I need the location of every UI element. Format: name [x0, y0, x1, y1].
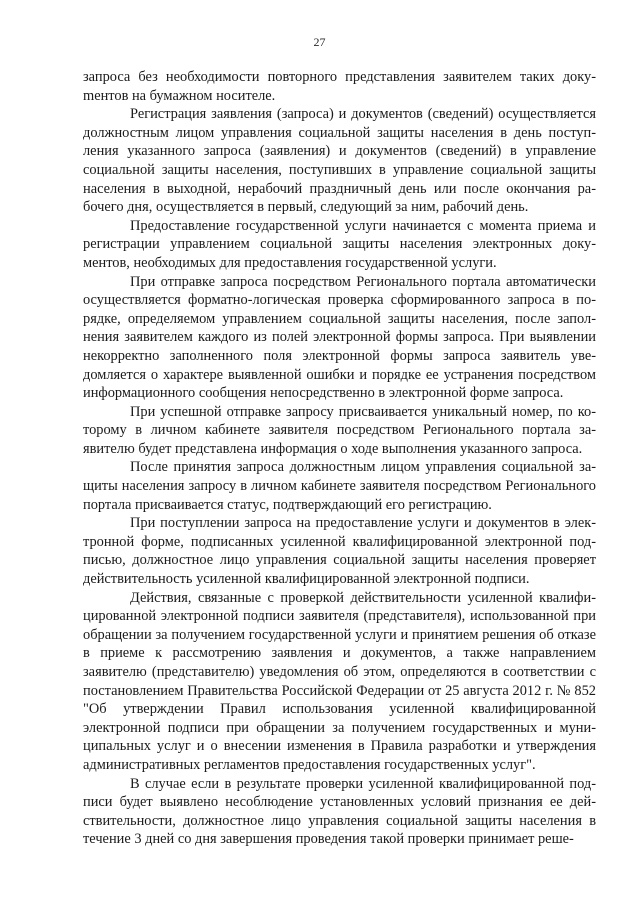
paragraph: запроса без необходимости повторного представления заявителем таких докуmентов на бумажном носителе.: [83, 69, 596, 104]
paragraph: При успешной отправке запросу присваивается уникальный номер, по которому в личном кабинете заявителя посредством Регионального портала заявителю будет представлена информация о ходе выполнения указанного запроса.: [83, 403, 596, 457]
paragraph: Действия, связанные с проверкой действительности усиленной квалифицированной электронной подписи заявителя (представителя), использованной при обращении за получением государственной услуги и принятием решения об отказе в приеме к рассмотрению заявления и документов, а также направлением заявителю (представителю) уведомления об этом, определяются в соответствии с постановлением Правительства Российской Федерации от 25 августа 2012 г. № 852 "Об утверждении Правил использования усиленной квалифицированной электронной подписи при обращении за получением государственных и муниципальных услуг и о внесении изменения в Правила разработки и утверждения административных регламентов предоставления государственных услуг".: [83, 589, 596, 773]
paragraph: После принятия запроса должностным лицом управления социальной защиты населения запросу в личном кабинете заявителя посредством Регионального портала присваивается статус, подтверждающий его регистрацию.: [83, 459, 596, 513]
paragraph: При отправке запроса посредством Регионального портала автоматически осуществляется форматно-логическая проверка сформированного запроса в порядке, определяемом управлением социальной защиты населения, после заполнения заявителем каждого из полей электронной формы запроса. При выявлении некорректно заполненного поля электронной формы запроса заявитель уведомляется о характере выявленной ошибки и порядке ее устранения посредством информационного сообщения непосредственно в электронной форме запроса.: [83, 273, 596, 402]
paragraph: Предоставление государственной услуги начинается с момента приема и регистрации управлением социальной защиты населения электронных документов, необходимых для предоставления государственной услуги.: [83, 217, 596, 271]
body-text: [83, 68, 596, 849]
paragraph: В случае если в результате проверки усиленной квалифицированной подписи будет выявлено несоблюдение установленных условий признания ее действительности, должностное лицо управления социальной защиты населения в течение 3 дней со дня завершения проведения такой проверки принимает реше-: [83, 775, 596, 848]
paragraph: Регистрация заявления (запроса) и документов (сведений) осуществляется должностным лицом управления социальной защиты населения в день поступления указанного запроса (заявления) и документов (сведений) в управление социальной защиты населения, поступивших в управление социальной защиты населения в выходной, нерабочий праздничный день или после окончания рабочего дня, осуществляется в первый, следующий за ним, рабочий день.: [83, 106, 596, 216]
page-number: 27: [313, 35, 326, 49]
paragraph: При поступлении запроса на предоставление услуги и документов в электронной форме, подписанных усиленной квалифицированной электронной подписью, должностное лицо управления социальной защиты населения проверяет действительность усиленной квалифицированной электронной подписи.: [83, 515, 596, 588]
